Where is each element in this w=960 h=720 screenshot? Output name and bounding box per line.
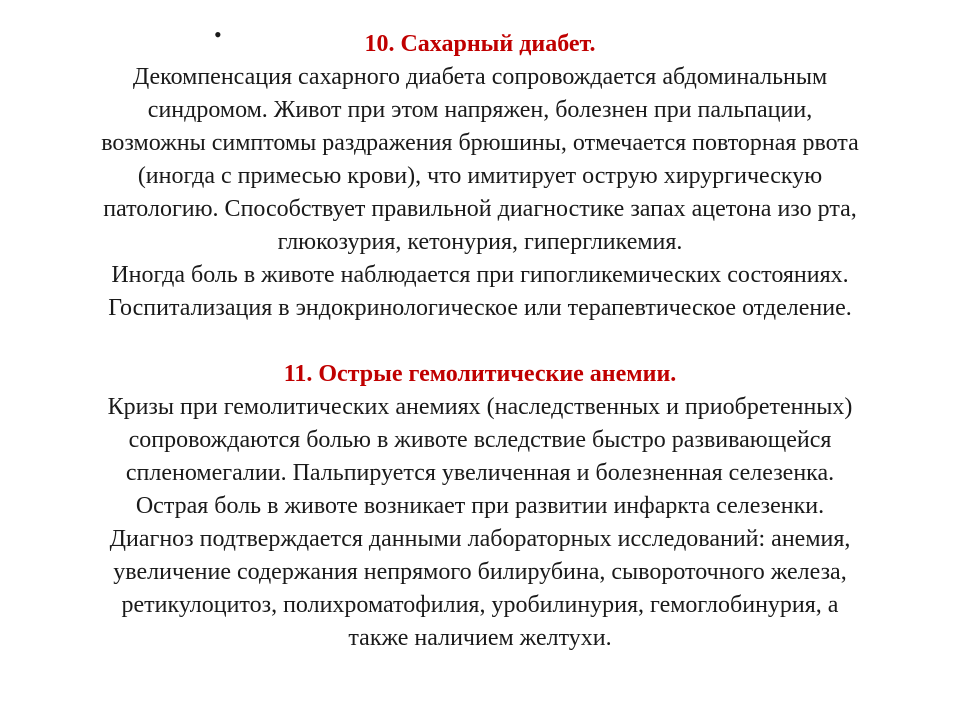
section-title-hemolytic-anemia: 11. Острые гемолитические анемии. xyxy=(283,361,677,387)
text-line: возможны симптомы раздражения брюшины, отмечается повторная рвота xyxy=(101,130,859,156)
text-line: ретикулоцитоз, полихроматофилия, уробилинурия, гемоглобинурия, а xyxy=(121,592,839,618)
text-line: спленомегалии. Пальпируется увеличенная и болезненная селезенка. xyxy=(125,460,835,486)
bullet-marker: • xyxy=(214,22,222,47)
text-line: Кризы при гемолитических анемиях (наследственных и приобретенных) xyxy=(107,394,853,420)
text-line: также наличием желтухи. xyxy=(348,625,612,651)
text-line: (иногда с примесью крови), что имитирует острую хирургическую xyxy=(137,163,823,189)
text-line: сопровождаются болью в животе вследствие быстро развивающейся xyxy=(128,427,832,453)
text-line: Иногда боль в животе наблюдается при гипогликемических состояниях. xyxy=(111,262,849,288)
text-line: глюкозурия, кетонурия, гипергликемия. xyxy=(277,229,683,255)
text-line: синдромом. Живот при этом напряжен, болезнен при пальпации, xyxy=(147,97,813,123)
text-line: Декомпенсация сахарного диабета сопровождается абдоминальным xyxy=(132,64,828,90)
slide-body xyxy=(20,28,940,655)
text-line: Острая боль в животе возникает при развитии инфаркта селезенки. xyxy=(135,493,825,519)
text-line: патологию. Способствует правильной диагностике запах ацетона изо рта, xyxy=(103,196,857,222)
text-line: увеличение содержания непрямого билирубина, сывороточного железа, xyxy=(113,559,847,585)
section-title-diabetes: 10. Сахарный диабет. xyxy=(364,31,596,57)
text-line: Госпитализация в эндокринологическое или терапевтическое отделение. xyxy=(108,295,852,321)
text-line: Диагноз подтверждается данными лабораторных исследований: анемия, xyxy=(109,526,851,552)
section-spacer xyxy=(20,325,940,358)
